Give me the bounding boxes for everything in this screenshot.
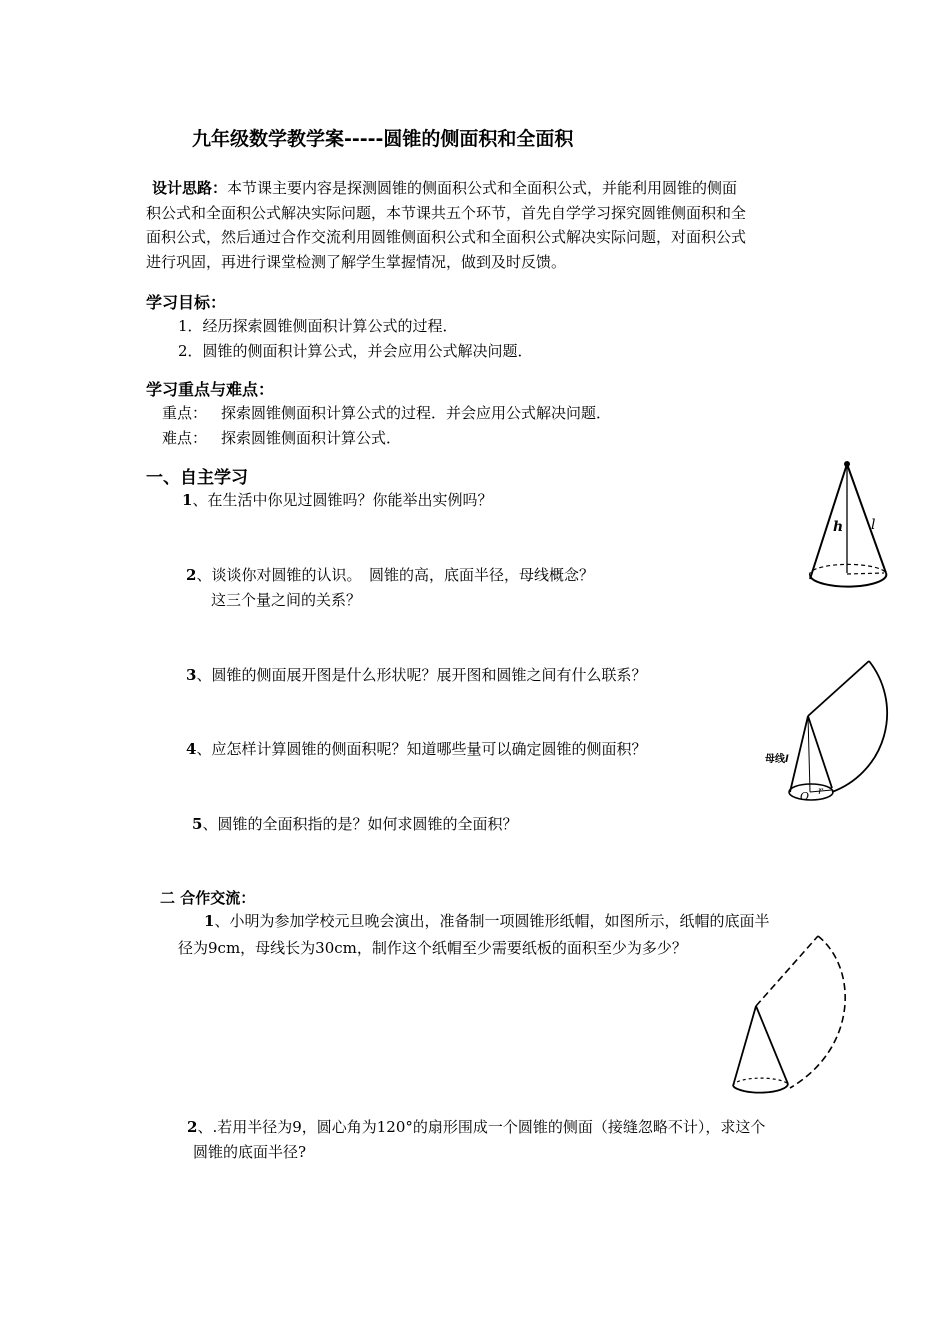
design-line-4: 进行巩固，再进行课堂检测了解学生掌握情况，做到及时反馈。 — [146, 252, 567, 271]
goals-heading: 学习目标： — [146, 293, 227, 312]
net-l-label: l — [785, 754, 789, 765]
net-o-label: O — [800, 790, 810, 803]
cone-net-figure — [760, 652, 900, 812]
difficulty-text: 探索圆锥侧面积计算公式． — [221, 429, 402, 447]
goal-item-1: 1．经历探索圆锥侧面积计算公式的过程． — [178, 317, 458, 335]
cone-figure — [800, 455, 900, 600]
coop-heading: 二 合作交流： — [160, 889, 256, 907]
design-paragraph — [146, 176, 816, 274]
self-study-heading: 一、自主学习 — [146, 468, 248, 488]
coop-problem-1: 1、小明为参加学校元旦晚会演出，准备制一项圆锥形纸帽，如图所示，纸帽的底面半 — [204, 912, 770, 930]
question-2: 2、谈谈你对圆锥的认识。 圆锥的高，底面半径，母线概念？ — [186, 566, 594, 584]
paper-hat-figure — [718, 928, 858, 1103]
question-4: 4、应怎样计算圆锥的侧面积呢？知道哪些量可以确定圆锥的侧面积？ — [186, 740, 647, 758]
coop-problem-2-line-2: 圆锥的底面半径? — [193, 1143, 307, 1161]
difficulty-label: 难点： — [162, 429, 208, 447]
svg-text:母线l — [765, 752, 789, 765]
question-5: 5、圆锥的全面积指的是？如何求圆锥的全面积？ — [192, 815, 518, 833]
page-title: 九年级数学教学案-----圆锥的侧面积和全面积 — [192, 128, 574, 150]
net-generatrix-label: 母线 — [765, 754, 785, 765]
coop-problem-1-line-2: 径为9cm，母线长为30cm，制作这个纸帽至少需要纸板的面积至少为多少？ — [178, 939, 687, 957]
design-line-2: 积公式和全面积公式解决实际问题，本节课共五个环节，首先自学学习探究圆锥侧面积和全 — [146, 203, 747, 222]
question-3: 3、圆锥的侧面展开图是什么形状呢？展开图和圆锥之间有什么联系？ — [186, 666, 647, 684]
question-1: 1、在生活中你见过圆锥吗？你能举出实例吗？ — [182, 491, 493, 509]
cone-h-label: h — [833, 519, 844, 535]
key-label: 重点： — [162, 404, 208, 422]
design-label: 设计思路： — [152, 179, 228, 197]
question-2-line-2: 这三个量之间的关系？ — [211, 591, 362, 609]
key-text: 探索圆锥侧面积计算公式的过程．并会应用公式解决问题． — [221, 404, 612, 422]
key-point — [162, 402, 611, 423]
net-r-label: r — [818, 786, 823, 797]
key-heading: 学习重点与难点： — [146, 380, 275, 399]
coop-problem-2: 2、.若用半径为9，圆心角为120°的扇形围成一个圆锥的侧面（接缝忽略不计），求这个 — [187, 1118, 766, 1136]
design-line-3: 面积公式，然后通过合作交流利用圆锥侧面积公式和全面积公式解决实际问题，对面积公式 — [146, 228, 747, 246]
goal-item-2: 2．圆锥的侧面积计算公式，并会应用公式解决问题． — [178, 342, 533, 360]
design-line-1: 本节课主要内容是探测圆锥的侧面积公式和全面积公式，并能利用圆锥的侧面 — [227, 179, 738, 197]
cone-l-label: l — [871, 517, 876, 533]
difficulty-point — [162, 427, 401, 448]
